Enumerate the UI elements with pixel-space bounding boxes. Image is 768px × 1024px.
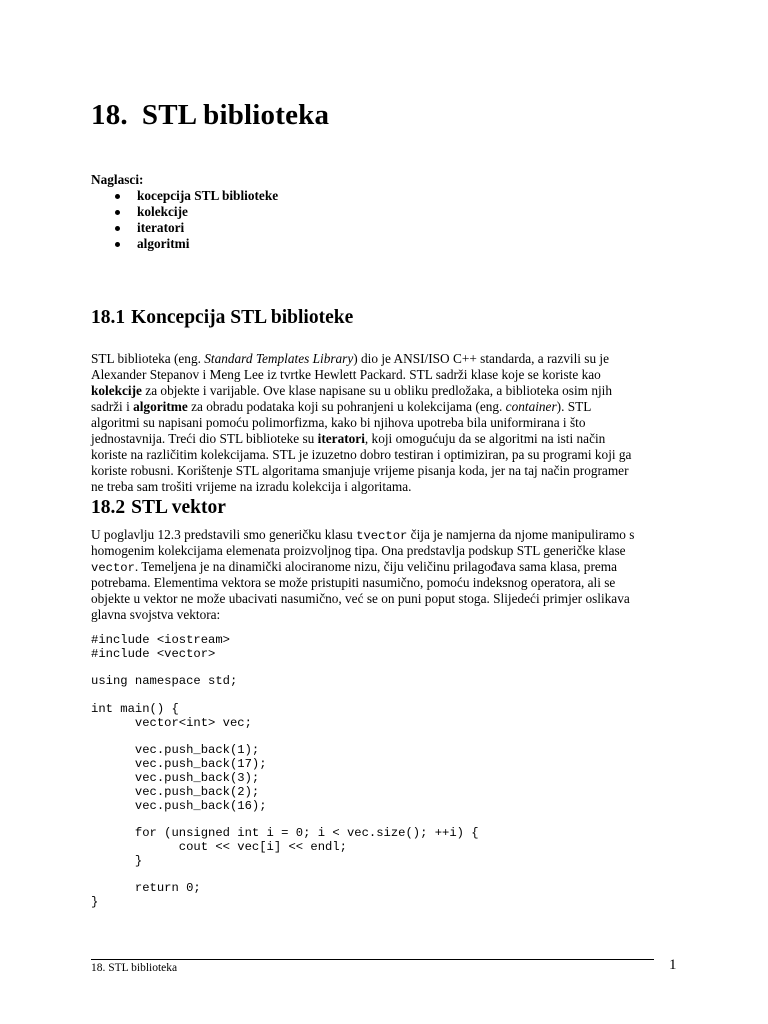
section-title: STL vektor (131, 497, 226, 518)
italic-term: container (505, 399, 557, 414)
section-number: 18.2 (91, 497, 126, 518)
paragraph-line: jednostavnija. Treći dio STL biblioteke su iteratori, koji omogućuju da se algoritmi na isti način (91, 431, 606, 446)
bullet-icon (115, 226, 120, 231)
inline-code: vector (91, 561, 135, 575)
code-line: vec.push_back(2); (91, 784, 260, 799)
code-line: vector<int> vec; (91, 715, 252, 730)
section-number: 18.1 (91, 307, 126, 328)
paragraph-line: algoritmi su napisani pomoću polimorfizma, kako bi njihova upotreba bila uniformirana i što (91, 415, 586, 430)
code-line: vec.push_back(3); (91, 770, 260, 785)
paragraph-line: vector. Temeljena je na dinamički alociranome nizu, čiju veličinu prilagođava sama klasa, prema (91, 559, 618, 575)
paragraph-line: koriste robusni. Korištenje STL algoritama smanjuje vrijeme pisanja koda, jer na taj način programer (91, 463, 629, 478)
bullet-icon (115, 194, 120, 199)
section-heading-1 (91, 307, 353, 329)
paragraph-line: glavna svojstva vektora: (91, 607, 221, 622)
chapter-title-text: STL biblioteka (141, 99, 330, 131)
code-line (91, 689, 479, 703)
code-line: #include <iostream> (91, 633, 230, 647)
footer-divider (91, 959, 654, 960)
highlights-label: Naglasci: (91, 172, 144, 187)
code-line: return 0; (91, 881, 201, 896)
bold-term: algoritme (133, 399, 188, 414)
code-line: cout << vec[i] << endl; (91, 839, 347, 854)
highlight-item (91, 236, 278, 252)
paragraph-line: ne treba sam trošiti vrijeme na izradu kolekcija i algoritama. (91, 479, 412, 494)
bullet-icon (115, 210, 120, 215)
chapter-title (91, 99, 329, 132)
page-number: 1 (669, 957, 677, 973)
section-heading-2 (91, 497, 226, 519)
paragraph-line: U poglavlju 12.3 predstavili smo generičku klasu tvector čija je namjerna da njome manipuliramo s (91, 527, 635, 543)
italic-term: Standard Templates Library (204, 351, 354, 366)
section-2-paragraph (91, 527, 681, 623)
highlight-item (91, 204, 278, 220)
highlight-item (91, 188, 278, 204)
section-title: Koncepcija STL biblioteke (131, 307, 354, 328)
paragraph-line: potrebama. Elementima vektora se može pristupiti nasumično, pomoću indeksnog operatora, ali se (91, 575, 616, 590)
paragraph-line: Alexander Stepanov i Meng Lee iz tvrtke Hewlett Packard. STL sadrži klase koje se koriste kao (91, 367, 601, 382)
bold-term: iteratori (317, 431, 365, 446)
code-line: for (unsigned int i = 0; i < vec.size(); ++i) { (91, 826, 479, 841)
highlight-text: iteratori (137, 220, 185, 235)
paragraph-line: koriste na različitim kolekcijama. STL je izuzetno dobro testiran i optimiziran, pa su programi koji ga (91, 447, 632, 462)
code-line: } (91, 853, 143, 868)
paragraph-line: homogenim kolekcijama elemenata proizvoljnog tipa. Ona predstavlja podskup STL generičke klase (91, 543, 626, 558)
highlight-item (91, 220, 278, 236)
code-line (91, 662, 479, 676)
chapter-number: 18. (91, 99, 128, 131)
highlight-text: algoritmi (137, 236, 190, 251)
footer-title: 18. STL biblioteka (91, 962, 178, 974)
bullet-icon (115, 242, 120, 247)
paragraph-line: objekte u vektor ne može ubacivati nasumično, već se on puni poput stoga. Slijedeći primjer oslikava (91, 591, 630, 606)
paragraph-line: sadrži i algoritme za obradu podataka koji su pohranjeni u kolekcijama (eng. container). STL (91, 399, 592, 414)
code-line (91, 869, 479, 883)
inline-code: tvector (356, 529, 408, 543)
code-line (91, 813, 479, 827)
highlight-text: kolekcije (137, 204, 188, 219)
paragraph-line: STL biblioteka (eng. Standard Templates Library) dio je ANSI/ISO C++ standarda, a razvili su je (91, 351, 610, 366)
code-line: using namespace std; (91, 674, 238, 689)
paragraph-line: kolekcije za objekte i varijable. Ove klase napisane su u obliku predložaka, a biblioteka osim njih (91, 383, 613, 398)
code-listing (91, 634, 479, 910)
highlight-text: kocepcija STL biblioteke (137, 188, 279, 203)
bold-term: kolekcije (91, 383, 142, 398)
code-line: int main() { (91, 701, 179, 716)
code-line: vec.push_back(17); (91, 757, 267, 772)
code-line: vec.push_back(16); (91, 798, 267, 813)
code-line (91, 731, 479, 745)
code-line: } (91, 895, 99, 910)
highlights-list (91, 188, 278, 252)
section-1-paragraph (91, 351, 681, 495)
code-line: #include <vector> (91, 646, 216, 661)
code-line: vec.push_back(1); (91, 743, 260, 758)
